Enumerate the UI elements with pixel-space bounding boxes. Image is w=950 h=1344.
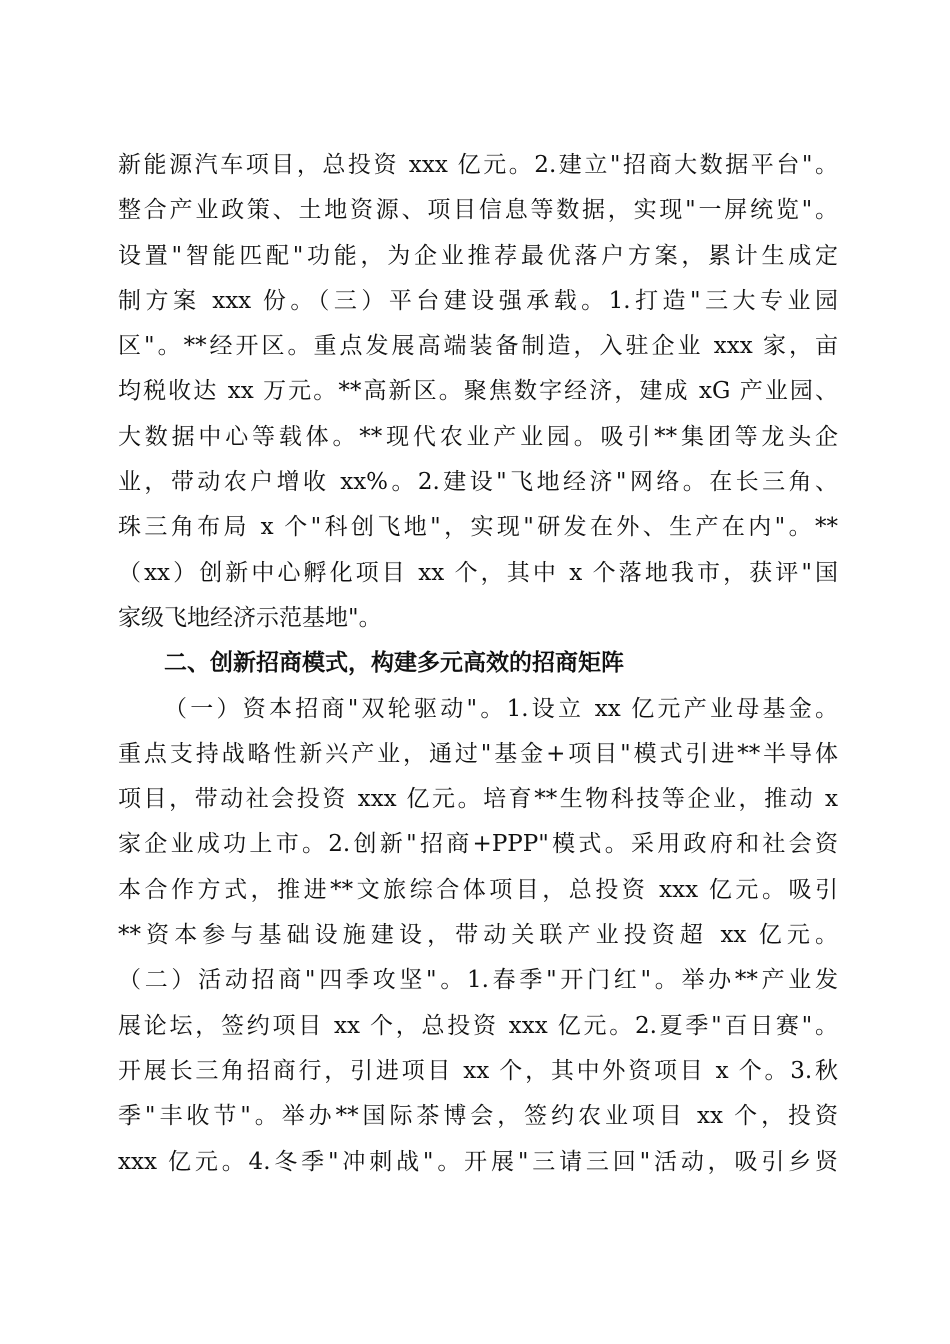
paragraph-line: （一）资本招商"双轮驱动"。1.设立 xx 亿元产业母基金。	[164, 695, 838, 722]
document-body	[118, 143, 838, 1185]
paragraph-line: 整合产业政策、土地资源、项目信息等数据，实现"一屏统览"。	[118, 197, 838, 224]
section-heading-text: 二、创新招商模式，构建多元高效的招商矩阵	[164, 650, 624, 677]
paragraph-line: 均税收达 xx 万元。**高新区。聚焦数字经济，建成 xG 产业园、	[118, 378, 838, 405]
paragraph-line: 业，带动农户增收 xx%。2.建设"飞地经济"网络。在长三角、	[118, 469, 838, 496]
paragraph-line: 季"丰收节"。举办**国际茶博会，签约农业项目 xx 个，投资	[118, 1103, 838, 1130]
paragraph-line: 开展长三角招商行，引进项目 xx 个，其中外资项目 x 个。3.秋	[118, 1057, 838, 1084]
paragraph-line: （xx）创新中心孵化项目 xx 个，其中 x 个落地我市，获评"国	[118, 559, 838, 586]
paragraph-line: （二）活动招商"四季攻坚"。1.春季"开门红"。举办**产业发	[118, 967, 838, 994]
paragraph-line: 重点支持战略性新兴产业，通过"基金+项目"模式引进**半导体	[118, 740, 838, 767]
paragraph-line: 珠三角布局 x 个"科创飞地"，实现"研发在外、生产在内"。**	[118, 514, 838, 541]
paragraph-line: 家级飞地经济示范基地"。	[118, 604, 382, 631]
paragraph-line: 本合作方式，推进**文旅综合体项目，总投资 xxx 亿元。吸引	[118, 876, 838, 903]
paragraph-line: 设置"智能匹配"功能，为企业推荐最优落户方案，累计生成定	[118, 242, 838, 269]
paragraph-line: 展论坛，签约项目 xx 个，总投资 xxx 亿元。2.夏季"百日赛"。	[118, 1012, 838, 1039]
paragraph-line: **资本参与基础设施建设，带动关联产业投资超 xx 亿元。	[118, 922, 838, 949]
paragraph-line: 制方案 xxx 份。（三）平台建设强承载。1.打造"三大专业园	[118, 287, 838, 314]
paragraph-line: 大数据中心等载体。**现代农业产业园。吸引**集团等龙头企	[118, 423, 838, 450]
paragraph-line: 新能源汽车项目，总投资 xxx 亿元。2.建立"招商大数据平台"。	[118, 152, 838, 178]
paragraph-line: 区"。**经开区。重点发展高端装备制造，入驻企业 xxx 家，亩	[118, 333, 838, 360]
paragraph-line: 项目，带动社会投资 xxx 亿元。培育**生物科技等企业，推动 x	[118, 786, 838, 813]
section-heading	[118, 641, 838, 686]
paragraph-line: xxx 亿元。4.冬季"冲刺战"。开展"三请三回"活动，吸引乡贤	[118, 1148, 838, 1175]
paragraph-line: 家企业成功上市。2.创新"招商+PPP"模式。采用政府和社会资	[118, 831, 838, 858]
